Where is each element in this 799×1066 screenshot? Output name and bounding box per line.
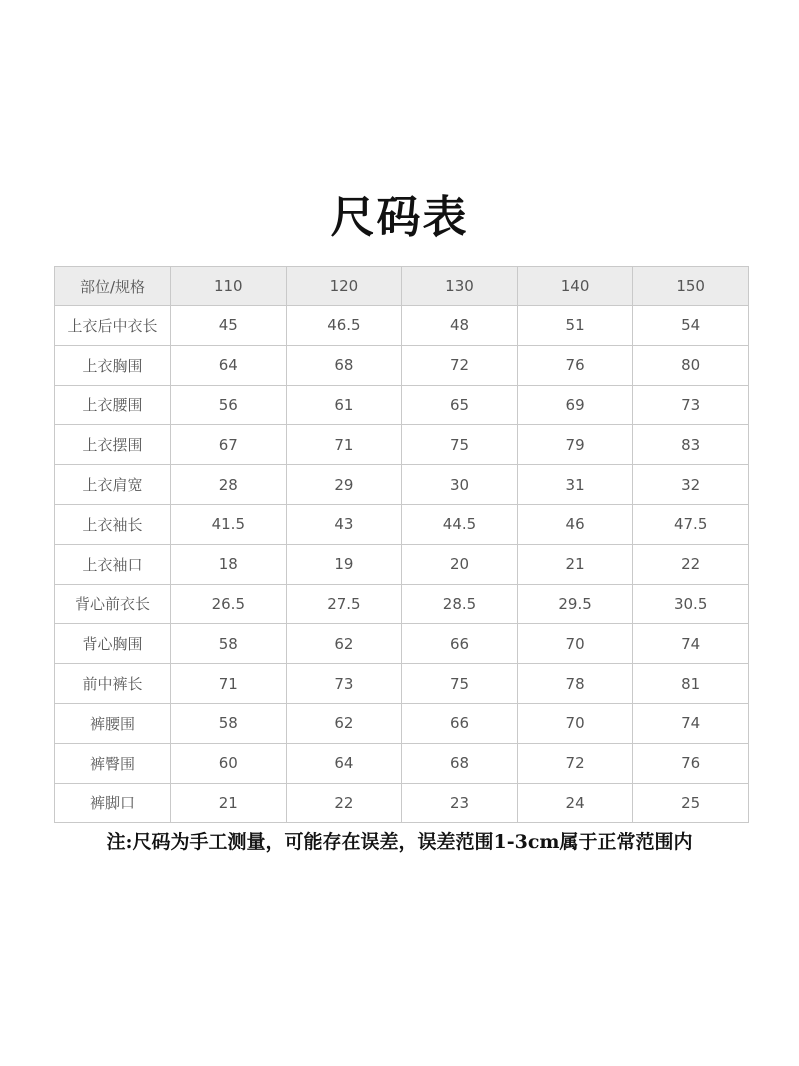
- row-label: 背心前衣长: [55, 584, 171, 624]
- measurement-cell: 66: [402, 624, 518, 664]
- header-size: 110: [171, 267, 287, 306]
- row-label: 上衣摆围: [55, 425, 171, 465]
- measurement-cell: 46: [517, 504, 633, 544]
- measurement-cell: 70: [517, 703, 633, 743]
- measurement-cell: 72: [402, 345, 518, 385]
- measurement-cell: 83: [633, 425, 749, 465]
- measurement-cell: 75: [402, 664, 518, 704]
- table-row: [55, 783, 749, 823]
- measurement-cell: 78: [517, 664, 633, 704]
- measurement-cell: 19: [286, 544, 402, 584]
- row-label: 上衣后中衣长: [55, 306, 171, 346]
- measurement-cell: 45: [171, 306, 287, 346]
- measurement-cell: 80: [633, 345, 749, 385]
- measurement-cell: 71: [286, 425, 402, 465]
- table-row: [55, 544, 749, 584]
- table-row: [55, 584, 749, 624]
- measurement-cell: 69: [517, 385, 633, 425]
- table-row: [55, 425, 749, 465]
- measurement-cell: 47.5: [633, 504, 749, 544]
- measurement-cell: 44.5: [402, 504, 518, 544]
- measurement-cell: 56: [171, 385, 287, 425]
- measurement-cell: 26.5: [171, 584, 287, 624]
- measurement-cell: 81: [633, 664, 749, 704]
- measurement-cell: 61: [286, 385, 402, 425]
- table-row: [55, 743, 749, 783]
- table-row: [55, 345, 749, 385]
- table-row: [55, 664, 749, 704]
- header-size: 140: [517, 267, 633, 306]
- row-label: 上衣胸围: [55, 345, 171, 385]
- measurement-cell: 74: [633, 703, 749, 743]
- measurement-cell: 79: [517, 425, 633, 465]
- measurement-cell: 70: [517, 624, 633, 664]
- row-label: 前中裤长: [55, 664, 171, 704]
- measurement-cell: 67: [171, 425, 287, 465]
- measurement-cell: 43: [286, 504, 402, 544]
- measurement-cell: 20: [402, 544, 518, 584]
- measurement-cell: 21: [517, 544, 633, 584]
- measurement-cell: 62: [286, 624, 402, 664]
- row-label: 裤脚口: [55, 783, 171, 823]
- measurement-cell: 27.5: [286, 584, 402, 624]
- measurement-cell: 28: [171, 465, 287, 505]
- measurement-cell: 76: [633, 743, 749, 783]
- row-label: 上衣袖口: [55, 544, 171, 584]
- measurement-cell: 30.5: [633, 584, 749, 624]
- measurement-cell: 73: [633, 385, 749, 425]
- measurement-cell: 64: [171, 345, 287, 385]
- measurement-cell: 72: [517, 743, 633, 783]
- table-body: [55, 306, 749, 823]
- measurement-cell: 21: [171, 783, 287, 823]
- measurement-cell: 58: [171, 624, 287, 664]
- measurement-cell: 31: [517, 465, 633, 505]
- measurement-cell: 24: [517, 783, 633, 823]
- measurement-cell: 32: [633, 465, 749, 505]
- measurement-cell: 68: [286, 345, 402, 385]
- measurement-cell: 64: [286, 743, 402, 783]
- row-label: 上衣袖长: [55, 504, 171, 544]
- row-label: 背心胸围: [55, 624, 171, 664]
- header-size: 130: [402, 267, 518, 306]
- table-row: [55, 504, 749, 544]
- measurement-cell: 66: [402, 703, 518, 743]
- measurement-cell: 54: [633, 306, 749, 346]
- row-label: 上衣肩宽: [55, 465, 171, 505]
- measurement-cell: 75: [402, 425, 518, 465]
- measurement-cell: 23: [402, 783, 518, 823]
- header-size: 120: [286, 267, 402, 306]
- table-row: [55, 385, 749, 425]
- header-corner-label: 部位/规格: [55, 267, 171, 306]
- measurement-note: 注:尺码为手工测量，可能存在误差，误差范围1-3cm属于正常范围内: [106, 831, 693, 853]
- header-row: [55, 267, 749, 306]
- measurement-cell: 29.5: [517, 584, 633, 624]
- table-row: [55, 465, 749, 505]
- measurement-cell: 74: [633, 624, 749, 664]
- measurement-cell: 22: [286, 783, 402, 823]
- page-title: 尺码表: [330, 192, 469, 243]
- measurement-cell: 62: [286, 703, 402, 743]
- measurement-cell: 71: [171, 664, 287, 704]
- measurement-cell: 68: [402, 743, 518, 783]
- table-header: [55, 267, 749, 306]
- measurement-cell: 73: [286, 664, 402, 704]
- measurement-cell: 48: [402, 306, 518, 346]
- measurement-cell: 28.5: [402, 584, 518, 624]
- measurement-cell: 29: [286, 465, 402, 505]
- measurement-cell: 22: [633, 544, 749, 584]
- measurement-cell: 76: [517, 345, 633, 385]
- measurement-cell: 25: [633, 783, 749, 823]
- measurement-cell: 60: [171, 743, 287, 783]
- measurement-cell: 30: [402, 465, 518, 505]
- measurement-cell: 46.5: [286, 306, 402, 346]
- table-row: [55, 703, 749, 743]
- measurement-cell: 51: [517, 306, 633, 346]
- row-label: 裤臀围: [55, 743, 171, 783]
- measurement-cell: 41.5: [171, 504, 287, 544]
- measurement-cell: 18: [171, 544, 287, 584]
- measurement-cell: 65: [402, 385, 518, 425]
- row-label: 上衣腰围: [55, 385, 171, 425]
- header-size: 150: [633, 267, 749, 306]
- row-label: 裤腰围: [55, 703, 171, 743]
- table-row: [55, 624, 749, 664]
- size-chart-table: [54, 266, 749, 823]
- measurement-cell: 58: [171, 703, 287, 743]
- table-row: [55, 306, 749, 346]
